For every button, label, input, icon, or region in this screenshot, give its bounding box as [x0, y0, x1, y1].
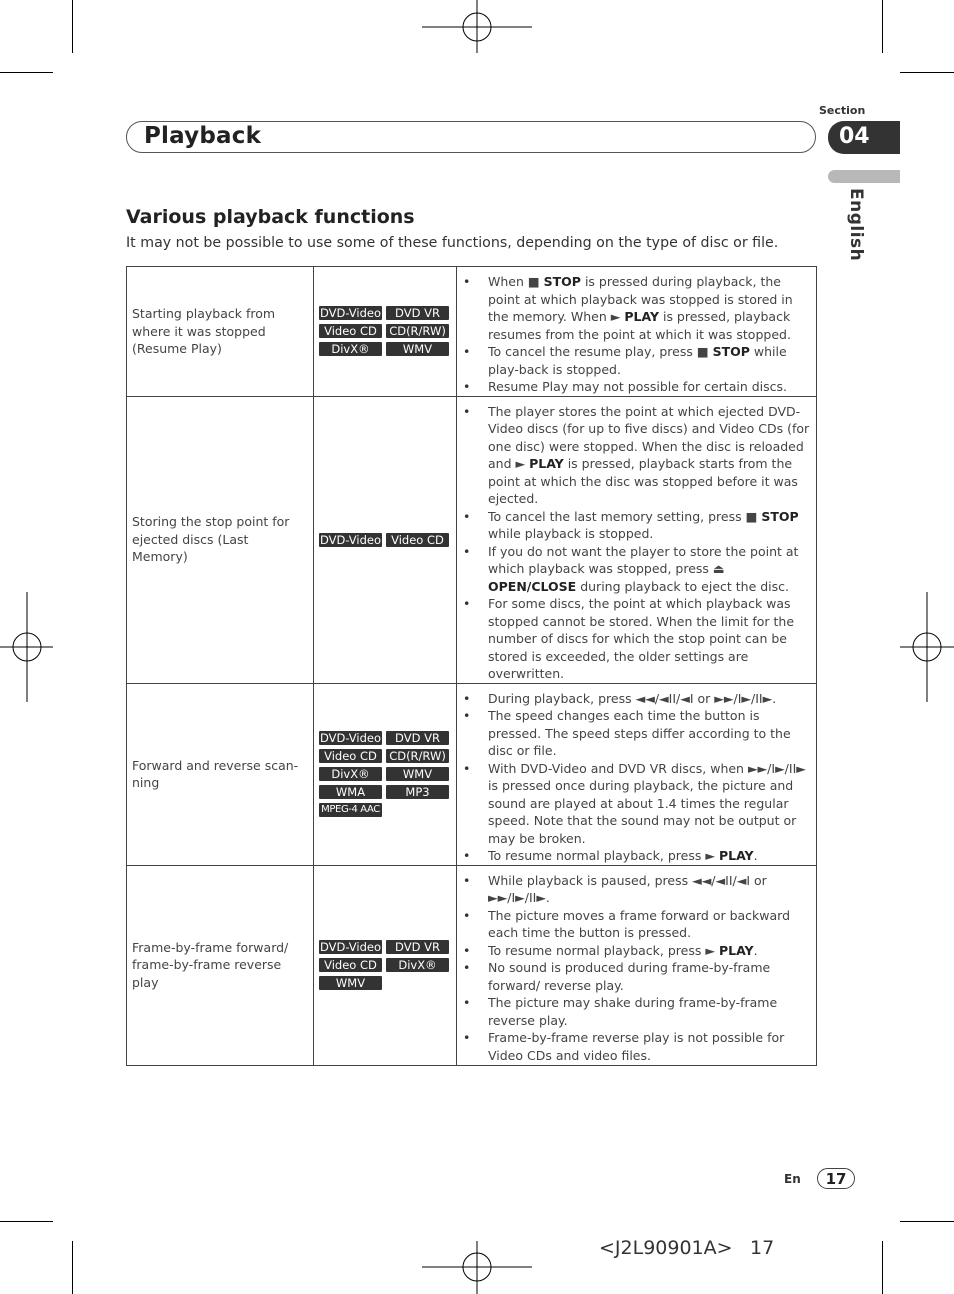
note-item: • With DVD-Video and DVD VR discs, when ►►/I►/II► is pressed once during playback, the picture and sound are played at about 1.4 times the regular speed. Note that the sound may not be output or may be broken. — [457, 760, 812, 848]
formats-cell — [314, 267, 457, 397]
format-badge: WMA — [319, 785, 382, 799]
intro-text: It may not be possible to use some of these functions, depending on the type of disc or file. — [126, 235, 779, 251]
format-badge: DivX® — [319, 767, 382, 781]
document-page-number: 17 — [750, 1237, 775, 1259]
format-badge: Video CD — [319, 749, 382, 763]
section-heading: Various playback functions — [126, 206, 415, 228]
format-badge: DivX® — [319, 342, 382, 356]
language-code: En — [784, 1172, 801, 1186]
format-badge: CD(R/RW) — [386, 324, 449, 338]
page-number-badge — [817, 1168, 855, 1189]
document-code: <J2L90901A> — [599, 1237, 733, 1259]
note-item: • If you do not want the player to store the point at which playback was stopped, press ⏏ OPEN/CLOSE during playback to eject the disc. — [457, 543, 812, 596]
formats-cell — [314, 396, 457, 683]
notes-list — [457, 866, 816, 1065]
format-badge: MP3 — [386, 785, 449, 799]
format-badge: CD(R/RW) — [386, 749, 449, 763]
function-name: Starting playback from where it was stopped (Resume Play) — [132, 306, 276, 356]
page-number: 17 — [825, 1170, 847, 1188]
registration-mark-top — [422, 0, 532, 53]
format-badge: WMV — [386, 342, 449, 356]
notes-cell — [457, 396, 817, 683]
note-item: • To cancel the last memory setting, press ■ STOP while playback is stopped. — [457, 508, 812, 543]
note-item: • To resume normal playback, press ► PLAY. — [457, 847, 812, 865]
notes-cell — [457, 865, 817, 1065]
function-name: Forward and reverse scan-ning — [132, 757, 299, 790]
section-label: Section — [819, 104, 866, 117]
note-item: • To resume normal playback, press ► PLAY. — [457, 942, 812, 960]
format-badge: Video CD — [319, 958, 382, 972]
registration-mark-left — [0, 592, 53, 702]
note-item: • The player stores the point at which ejected DVD-Video discs (for up to five discs) and Video CDs (for one disc) were stopped. When the disc is reloaded and ► PLAY is pressed, playback starts from the point at which the disc was stopped before it was ejected. — [457, 403, 812, 508]
note-item: • To cancel the resume play, press ■ STOP while play-back is stopped. — [457, 343, 812, 378]
format-badge: DVD VR — [386, 306, 449, 320]
function-cell — [127, 267, 314, 397]
page-title: Playback — [144, 123, 262, 149]
language-label: English — [846, 188, 866, 262]
format-badge: DVD-Video — [319, 940, 382, 954]
note-item: • The picture moves a frame forward or backward each time the button is pressed. — [457, 907, 812, 942]
registration-mark-bottom — [422, 1241, 532, 1294]
function-cell — [127, 683, 314, 865]
format-badge: DivX® — [386, 958, 449, 972]
notes-list — [457, 684, 816, 865]
formats-cell — [314, 865, 457, 1065]
format-badge: WMV — [319, 976, 382, 990]
functions-table — [126, 266, 817, 1066]
formats-cell — [314, 683, 457, 865]
note-item: • While playback is paused, press ◄◄/◄II/◄I or ►►/I►/II►. — [457, 872, 812, 907]
function-cell — [127, 865, 314, 1065]
format-badge: WMV — [386, 767, 449, 781]
registration-mark-right — [900, 592, 954, 702]
format-badge: DVD VR — [386, 940, 449, 954]
page-title-bar — [126, 121, 816, 153]
note-item: • When ■ STOP is pressed during playback, the point at which playback was stopped is stored in the memory. When ► PLAY is pressed, playback resumes from the point at which it was stopped. — [457, 273, 812, 343]
function-cell — [127, 396, 314, 683]
table-row — [127, 396, 817, 683]
format-badge: Video CD — [386, 533, 449, 547]
format-badge: DVD VR — [386, 731, 449, 745]
note-item: • Resume Play may not possible for certain discs. — [457, 378, 812, 396]
notes-list — [457, 267, 816, 396]
section-badge — [828, 121, 900, 154]
language-tab — [828, 170, 900, 183]
format-badge: DVD-Video — [319, 306, 382, 321]
format-badge: Video CD — [319, 324, 382, 338]
notes-list — [457, 397, 816, 683]
format-badge: DVD-Video — [319, 731, 382, 745]
format-badge: DVD-Video — [319, 532, 382, 547]
function-name: Frame-by-frame forward/ frame-by-frame reverse play — [132, 939, 289, 990]
note-item: • The speed changes each time the button is pressed. The speed steps differ according to the disc or file. — [457, 707, 812, 760]
notes-cell — [457, 267, 817, 397]
format-badge: MPEG-4 AAC — [319, 803, 382, 817]
note-item: • Frame-by-frame reverse play is not possible for Video CDs and video files. — [457, 1029, 812, 1064]
notes-cell — [457, 683, 817, 865]
section-number: 04 — [839, 124, 870, 149]
function-name: Storing the stop point for ejected discs (Last Memory) — [132, 514, 290, 565]
table-row — [127, 865, 817, 1065]
table-row — [127, 683, 817, 865]
note-item: • No sound is produced during frame-by-frame forward/ reverse play. — [457, 959, 812, 994]
table-row — [127, 267, 817, 397]
note-item: • During playback, press ◄◄/◄II/◄I or ►►/I►/II►. — [457, 690, 812, 708]
note-item: • For some discs, the point at which playback was stopped cannot be stored. When the limit for the number of discs for which the stop point can be stored is exceeded, the older settings are overwritten. — [457, 595, 812, 683]
note-item: • The picture may shake during frame-by-frame reverse play. — [457, 994, 812, 1029]
